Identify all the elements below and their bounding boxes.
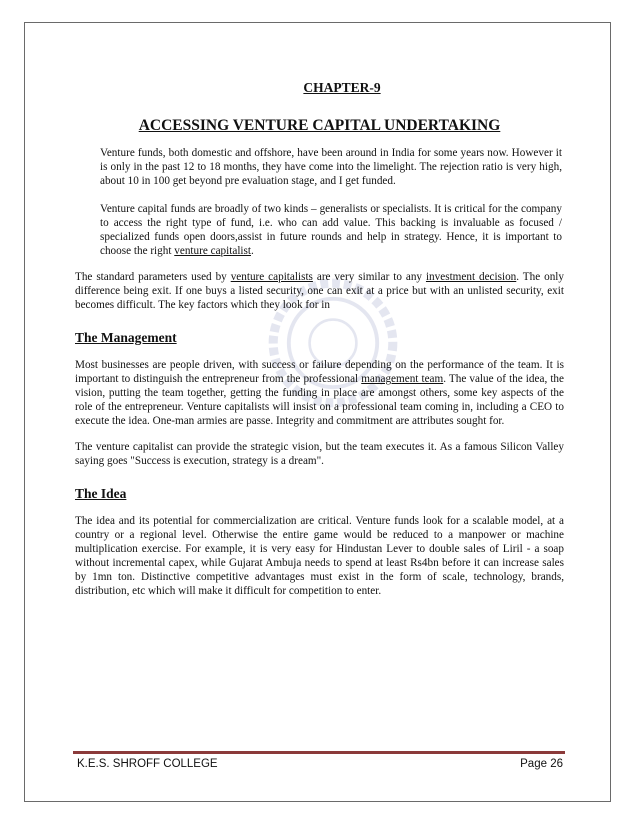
footer-college-name: K.E.S. SHROFF COLLEGE xyxy=(77,758,218,770)
intro-paragraph-2 xyxy=(75,202,564,258)
management-paragraph-1-end: . The value of the idea, the vision, putting the team together, getting the funding in place are amongst others, some key aspects of the role of the entrepreneur. Venture capitalists will insist on a professional team coming in, including a CEO to execute the idea. One-man armies are passe. Integrity and commitment are attributes sought for. xyxy=(75,373,564,427)
footer-rule xyxy=(73,751,565,754)
page-content xyxy=(75,80,564,598)
management-paragraph-1-text: Most businesses are people driven, with success or failure depending on the performance of the team. It is important to distinguish the entrepreneur from the professional xyxy=(75,359,564,385)
management-team-link[interactable]: management team xyxy=(361,373,444,385)
management-paragraph-1 xyxy=(75,358,564,428)
standard-parameters-text-2: are very similar to any xyxy=(312,271,426,283)
intro-paragraph-2-text: Venture capital funds are broadly of two kinds – generalists or specialists. It is critical for the company to access the right type of fund, i.e. who can add value. This backing is invaluable as focused / specialized funds open doors,assist in future rounds and help in strategy. Hence, it is important to choose the right xyxy=(100,203,562,257)
management-paragraph-2: The venture capitalist can provide the strategic vision, but the team executes it. As a famous Silicon Valley saying goes "Success is execution, strategy is a dream". xyxy=(75,441,564,467)
chapter-title: ACCESSING VENTURE CAPITAL UNDERTAKING xyxy=(138,117,501,134)
standard-parameters-text-3: . The only difference being exit. If one buys a listed security, one can exit at a price but with an unlisted security, exit becomes difficult. The key factors which they look for in xyxy=(75,271,564,311)
section-heading-idea: The Idea xyxy=(75,486,127,501)
chapter-number: CHAPTER-9 xyxy=(303,80,381,95)
venture-capitalists-link[interactable]: venture capitalists xyxy=(230,271,313,283)
idea-paragraph-1: The idea and its potential for commercialization are critical. Venture funds look for a scalable model, at a country or a regional level. Otherwise the entire game would be reduced to a manpower or machine multiplication exercise. For example, it is very easy for Hindustan Lever to double sales of Liril - a soap without incremental capex, while Gujarat Ambuja needs to spend at least Rs4bn before it can increase sales by 1mn ton. Distinctive competitive advantages must exist in the form of scale, technology, brands, distribution, etc which will make it difficult for competition to enter. xyxy=(75,515,564,597)
standard-parameters-paragraph xyxy=(75,270,564,312)
standard-parameters-text-1: The standard parameters used by xyxy=(75,271,231,283)
intro-paragraph-2-end: . xyxy=(251,245,254,257)
footer-page-number: Page 26 xyxy=(520,758,563,770)
venture-capitalist-link[interactable]: venture capitalist xyxy=(174,245,251,257)
section-heading-management: The Management xyxy=(75,330,177,345)
investment-decision-link[interactable]: investment decision xyxy=(425,271,517,283)
intro-paragraph-1: Venture funds, both domestic and offshore, have been around in India for some years now. However it is only in the past 12 to 18 months, they have come into the limelight. The rejection ratio is very high, about 10 in 100 get beyond pre evaluation stage, and I get funded. xyxy=(100,147,562,187)
